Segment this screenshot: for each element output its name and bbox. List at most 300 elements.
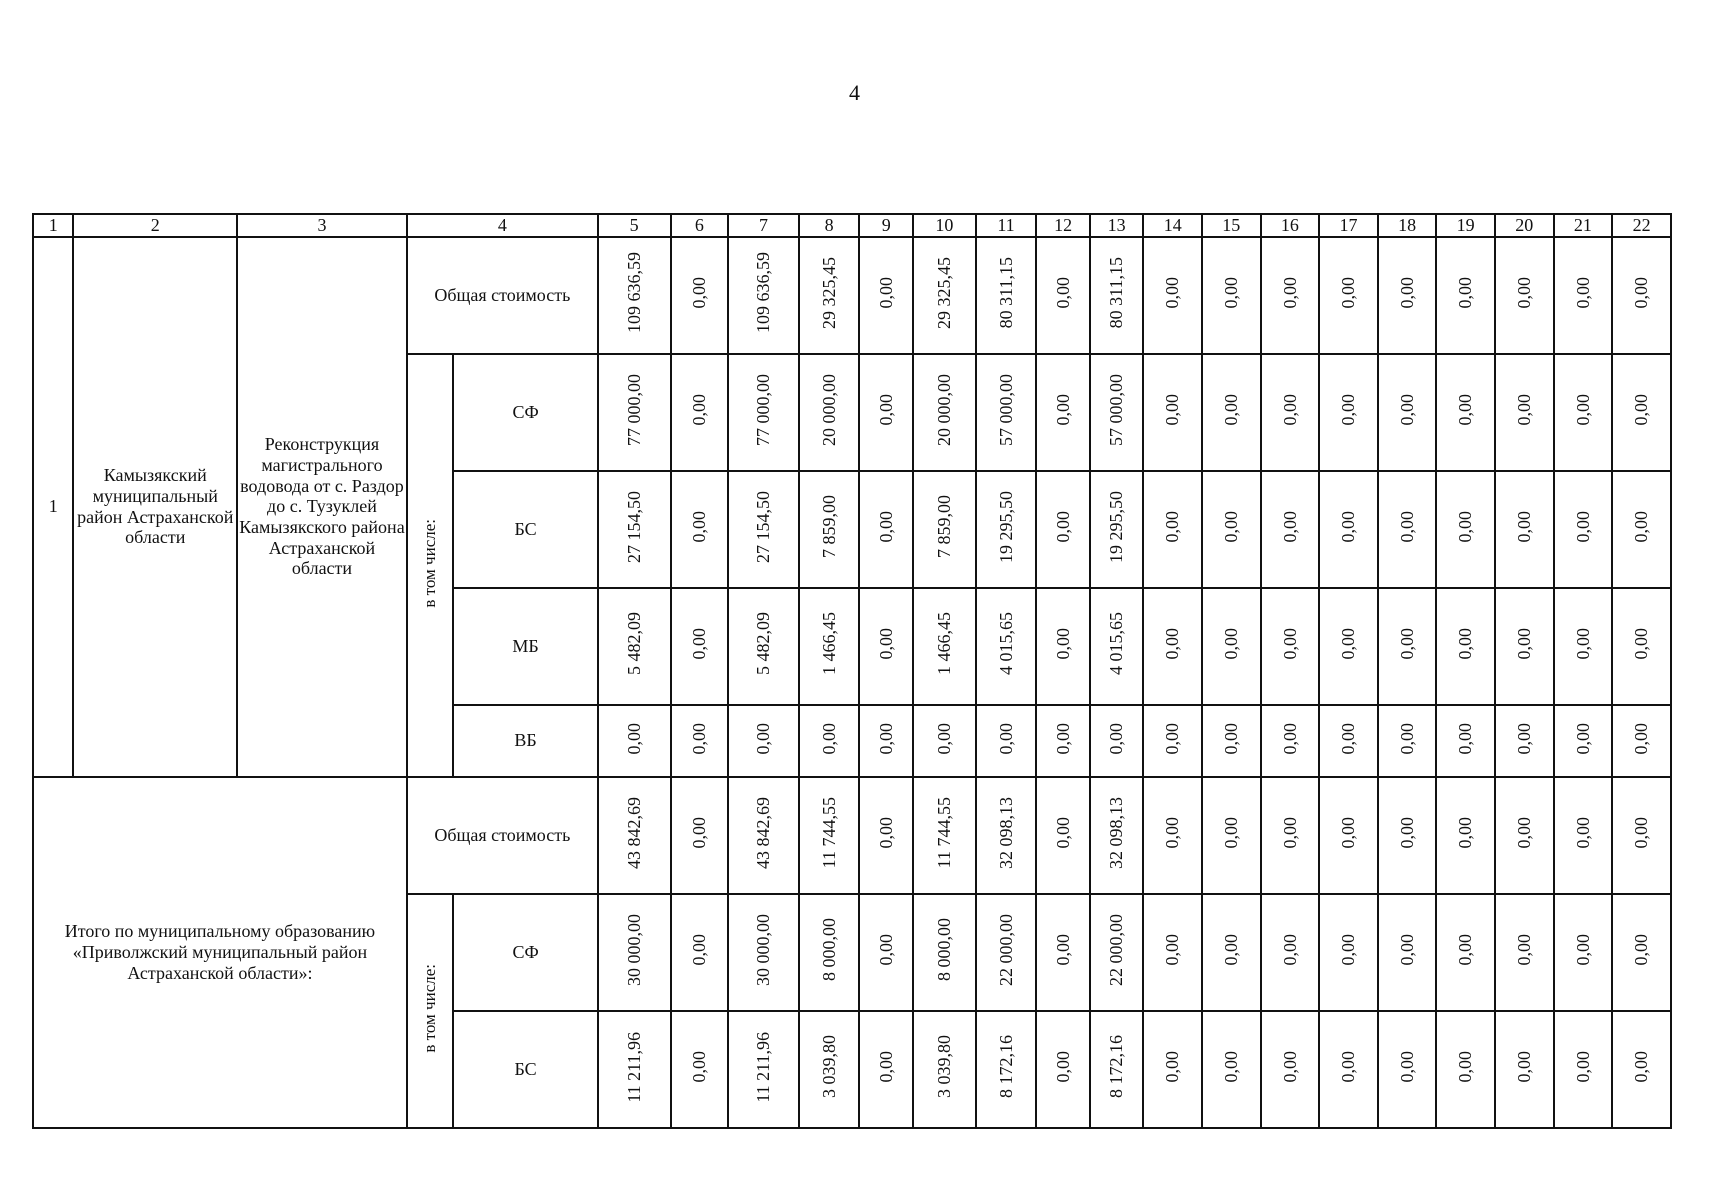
value-cell: [1495, 894, 1554, 1011]
value-cell-text: 0,00: [1338, 722, 1359, 755]
value-cell: [1319, 777, 1378, 894]
value-cell-text: 0,00: [818, 722, 839, 755]
value-cell: [1612, 471, 1671, 588]
value-cell: [976, 777, 1037, 894]
value-cell: [728, 354, 799, 471]
value-cell: [1554, 705, 1613, 777]
value-cell-text: 11 744,55: [818, 797, 839, 869]
value-cell: [976, 471, 1037, 588]
total-cost-label: Общая стоимость: [407, 777, 598, 894]
column-number: 4: [407, 214, 598, 237]
funding-table: [32, 213, 1672, 1129]
value-cell: [1090, 354, 1144, 471]
value-cell: [913, 588, 976, 705]
value-cell: [799, 894, 860, 1011]
value-cell-text: 4 015,65: [1106, 612, 1127, 676]
value-cell: [598, 777, 671, 894]
value-cell-text: 8 172,16: [995, 1035, 1016, 1099]
value-cell: [1495, 588, 1554, 705]
value-cell: [1378, 777, 1437, 894]
value-cell-text: 0,00: [1220, 722, 1241, 755]
value-cell: [598, 894, 671, 1011]
value-cell: [1090, 471, 1144, 588]
value-cell: [1495, 237, 1554, 354]
value-cell: [976, 237, 1037, 354]
value-cell: [1378, 237, 1437, 354]
value-cell-text: 0,00: [1513, 628, 1534, 660]
value-cell-text: 7 859,00: [818, 495, 839, 559]
value-cell: [598, 588, 671, 705]
value-cell-text: 0,00: [1162, 817, 1183, 849]
value-cell: [1202, 354, 1261, 471]
value-cell-text: 19 295,50: [1106, 490, 1127, 563]
column-number: 15: [1202, 214, 1261, 237]
value-cell: [1090, 705, 1144, 777]
value-cell-text: 0,00: [1631, 277, 1652, 309]
value-cell-text: 0,00: [1338, 1051, 1359, 1083]
value-cell-text: 0,00: [1513, 817, 1534, 849]
value-cell: [1261, 705, 1320, 777]
value-cell-text: 0,00: [1455, 934, 1476, 966]
value-cell-text: 77 000,00: [753, 373, 774, 446]
funding-source-label: СФ: [453, 354, 597, 471]
value-cell: [1378, 1011, 1437, 1128]
value-cell-text: 80 311,15: [1106, 257, 1127, 329]
value-cell: [728, 1011, 799, 1128]
value-cell-text: 0,00: [1052, 628, 1073, 660]
column-number: 3: [237, 214, 407, 237]
value-cell-text: 19 295,50: [995, 490, 1016, 563]
value-cell-text: 0,00: [1052, 934, 1073, 966]
value-cell: [728, 894, 799, 1011]
value-cell-text: 0,00: [1162, 934, 1183, 966]
value-cell: [1143, 354, 1202, 471]
value-cell-text: 0,00: [1455, 394, 1476, 426]
column-number: 16: [1261, 214, 1320, 237]
value-cell-text: 0,00: [1396, 511, 1417, 543]
value-cell: [913, 354, 976, 471]
value-cell: [1319, 471, 1378, 588]
value-cell: [1261, 1011, 1320, 1128]
value-cell-text: 1 466,45: [934, 612, 954, 676]
value-cell: [1036, 1011, 1090, 1128]
value-cell: [1261, 471, 1320, 588]
column-number: 13: [1090, 214, 1144, 237]
column-number: 6: [671, 214, 729, 237]
value-cell-text: 22 000,00: [1106, 913, 1127, 986]
column-number: 12: [1036, 214, 1090, 237]
value-cell-text: 20 000,00: [818, 373, 839, 446]
value-cell-text: 30 000,00: [753, 913, 774, 986]
value-cell: [1495, 354, 1554, 471]
value-cell: [671, 1011, 729, 1128]
value-cell-text: 0,00: [1396, 817, 1417, 849]
value-cell-text: 0,00: [1279, 277, 1300, 309]
value-cell-text: 57 000,00: [1106, 373, 1127, 446]
value-cell: [1143, 705, 1202, 777]
value-cell: [1143, 1011, 1202, 1128]
value-cell-text: 0,00: [689, 722, 709, 755]
value-cell-text: 0,00: [623, 722, 644, 755]
value-cell-text: 8 000,00: [934, 918, 954, 982]
including-label-text: в том числе:: [420, 964, 440, 1053]
value-cell-text: 0,00: [1455, 1051, 1476, 1083]
value-cell-text: 0,00: [1631, 817, 1652, 849]
value-cell-text: 57 000,00: [995, 373, 1016, 446]
value-cell: [1436, 894, 1495, 1011]
column-number: 8: [799, 214, 860, 237]
column-number: 14: [1143, 214, 1202, 237]
value-cell-text: 0,00: [1279, 722, 1300, 755]
value-cell: [671, 588, 729, 705]
value-cell-text: 0,00: [753, 722, 774, 755]
value-cell: [1261, 777, 1320, 894]
value-cell-text: 0,00: [1220, 1051, 1241, 1083]
value-cell-text: 0,00: [1455, 277, 1476, 309]
column-number: 7: [728, 214, 799, 237]
value-cell: [1436, 777, 1495, 894]
value-cell-text: 5 482,09: [753, 612, 774, 676]
value-cell-text: 0,00: [1338, 277, 1359, 309]
value-cell-text: 0,00: [689, 817, 709, 849]
value-cell: [799, 777, 860, 894]
column-number: 1: [33, 214, 73, 237]
value-cell: [1036, 471, 1090, 588]
value-cell-text: 0,00: [1052, 394, 1073, 426]
value-cell: [1319, 894, 1378, 1011]
value-cell: [1143, 777, 1202, 894]
value-cell-text: 0,00: [1572, 934, 1593, 966]
value-cell: [1143, 894, 1202, 1011]
value-cell-text: 0,00: [1052, 511, 1073, 543]
value-cell: [598, 471, 671, 588]
value-cell-text: 0,00: [1572, 1051, 1593, 1083]
value-cell-text: 0,00: [1162, 722, 1183, 755]
value-cell-text: 43 842,69: [753, 796, 774, 869]
value-cell: [1202, 894, 1261, 1011]
column-number: 18: [1378, 214, 1437, 237]
value-cell: [1202, 588, 1261, 705]
value-cell-text: 0,00: [1279, 628, 1300, 660]
value-cell: [913, 471, 976, 588]
value-cell: [1319, 705, 1378, 777]
value-cell: [1319, 1011, 1378, 1128]
value-cell: [598, 354, 671, 471]
value-cell: [1495, 1011, 1554, 1128]
value-cell: [799, 471, 860, 588]
funding-source-label: МБ: [453, 588, 597, 705]
project-name: Реконструкция магистрального водовода от с. Раздор до с. Тузуклей Камызякского района Астраханской области: [237, 237, 407, 777]
including-label: [407, 354, 453, 777]
value-cell-text: 0,00: [1513, 277, 1534, 309]
value-cell: [1143, 237, 1202, 354]
value-cell-text: 0,00: [1338, 628, 1359, 660]
value-cell: [1143, 588, 1202, 705]
value-cell: [598, 1011, 671, 1128]
value-cell: [1202, 237, 1261, 354]
value-cell-text: 0,00: [1455, 511, 1476, 543]
column-number: 17: [1319, 214, 1378, 237]
value-cell: [1495, 705, 1554, 777]
funding-source-label: БС: [453, 471, 597, 588]
value-cell-text: 0,00: [689, 277, 709, 309]
value-cell-text: 22 000,00: [995, 913, 1016, 986]
value-cell-text: 32 098,13: [995, 796, 1016, 869]
value-cell: [728, 471, 799, 588]
value-cell: [1436, 705, 1495, 777]
value-cell-text: 0,00: [1396, 722, 1417, 755]
value-cell: [1036, 354, 1090, 471]
municipality-name: Камызякский муниципальный район Астраханской области: [73, 237, 237, 777]
value-cell-text: 0,00: [875, 628, 896, 660]
value-cell: [671, 705, 729, 777]
value-cell: [1143, 471, 1202, 588]
value-cell-text: 0,00: [1279, 817, 1300, 849]
value-cell-text: 109 636,59: [623, 252, 644, 334]
table-body: [33, 214, 1671, 1128]
value-cell: [1261, 354, 1320, 471]
value-cell-text: 0,00: [1279, 1051, 1300, 1083]
value-cell-text: 0,00: [689, 628, 709, 660]
value-cell-text: 0,00: [1220, 817, 1241, 849]
value-cell: [1612, 588, 1671, 705]
value-cell-text: 0,00: [1338, 817, 1359, 849]
value-cell-text: 0,00: [1162, 1051, 1183, 1083]
value-cell: [1612, 705, 1671, 777]
value-cell-text: 0,00: [1106, 722, 1127, 755]
value-cell: [1554, 588, 1613, 705]
value-cell-text: 0,00: [1631, 628, 1652, 660]
value-cell: [1378, 588, 1437, 705]
value-cell-text: 43 842,69: [623, 796, 644, 869]
value-cell-text: 0,00: [1513, 934, 1534, 966]
value-cell-text: 0,00: [689, 1051, 709, 1083]
value-cell: [1090, 894, 1144, 1011]
value-cell: [1436, 237, 1495, 354]
value-cell: [859, 705, 913, 777]
value-cell-text: 32 098,13: [1106, 796, 1127, 869]
column-number-row: [33, 214, 1671, 237]
value-cell-text: 0,00: [1052, 722, 1073, 755]
value-cell: [1612, 894, 1671, 1011]
value-cell: [671, 237, 729, 354]
value-cell-text: 8 172,16: [1106, 1035, 1127, 1099]
value-cell-text: 0,00: [1338, 511, 1359, 543]
page-number: 4: [849, 80, 860, 105]
value-cell: [598, 705, 671, 777]
value-cell-text: 0,00: [875, 722, 896, 755]
value-cell: [859, 237, 913, 354]
value-cell: [728, 705, 799, 777]
value-cell: [1378, 894, 1437, 1011]
value-cell-text: 5 482,09: [623, 612, 644, 676]
value-cell: [1036, 894, 1090, 1011]
value-cell: [913, 237, 976, 354]
value-cell: [1612, 777, 1671, 894]
value-cell-text: 20 000,00: [934, 373, 954, 446]
value-cell: [1202, 1011, 1261, 1128]
value-cell-text: 80 311,15: [995, 257, 1016, 329]
value-cell-text: 0,00: [1455, 722, 1476, 755]
value-cell: [859, 777, 913, 894]
value-cell-text: 0,00: [1396, 628, 1417, 660]
value-cell: [1036, 588, 1090, 705]
value-cell-text: 7 859,00: [934, 495, 954, 559]
value-cell: [1436, 1011, 1495, 1128]
value-cell: [913, 777, 976, 894]
value-cell-text: 0,00: [1572, 628, 1593, 660]
value-cell: [1036, 237, 1090, 354]
value-cell-text: 0,00: [1220, 934, 1241, 966]
value-cell-text: 0,00: [1396, 1051, 1417, 1083]
value-cell-text: 109 636,59: [753, 252, 774, 334]
value-cell-text: 0,00: [1162, 394, 1183, 426]
value-cell: [1090, 237, 1144, 354]
column-number: 21: [1554, 214, 1613, 237]
value-cell: [671, 894, 729, 1011]
value-cell: [1554, 1011, 1613, 1128]
value-cell-text: 0,00: [1396, 934, 1417, 966]
value-cell: [799, 705, 860, 777]
value-cell: [1554, 471, 1613, 588]
value-cell: [728, 588, 799, 705]
row-number: 1: [33, 237, 73, 777]
value-cell: [728, 237, 799, 354]
value-cell: [859, 471, 913, 588]
value-cell: [1261, 588, 1320, 705]
value-cell: [671, 354, 729, 471]
value-cell-text: 0,00: [1455, 817, 1476, 849]
value-cell: [1261, 894, 1320, 1011]
value-cell: [598, 237, 671, 354]
value-cell-text: 0,00: [1279, 511, 1300, 543]
value-cell: [976, 588, 1037, 705]
value-cell: [799, 237, 860, 354]
value-cell-text: 0,00: [1572, 722, 1593, 755]
value-cell: [1495, 471, 1554, 588]
value-cell-text: 0,00: [875, 511, 896, 543]
column-number: 5: [598, 214, 671, 237]
value-cell: [1090, 777, 1144, 894]
value-cell: [1378, 705, 1437, 777]
value-cell-text: 0,00: [1220, 394, 1241, 426]
value-cell: [1090, 588, 1144, 705]
value-cell: [1202, 471, 1261, 588]
value-cell-text: 0,00: [875, 277, 896, 309]
value-cell: [913, 1011, 976, 1128]
column-number: 11: [976, 214, 1037, 237]
value-cell-text: 0,00: [1162, 628, 1183, 660]
value-cell-text: 0,00: [1631, 934, 1652, 966]
value-cell-text: 0,00: [1396, 277, 1417, 309]
value-cell-text: 0,00: [1052, 817, 1073, 849]
subtotal-label: Итого по муниципальному образованию «Приволжский муниципальный район Астраханской области»:: [33, 777, 407, 1128]
including-label: [407, 894, 453, 1128]
value-cell: [799, 354, 860, 471]
value-cell-text: 0,00: [1572, 277, 1593, 309]
value-cell: [1261, 237, 1320, 354]
value-cell: [1495, 777, 1554, 894]
value-cell-text: 0,00: [1220, 628, 1241, 660]
including-label-text: в том числе:: [420, 518, 440, 608]
value-cell-text: 0,00: [1338, 394, 1359, 426]
value-cell: [1554, 894, 1613, 1011]
value-cell-text: 3 039,80: [934, 1035, 954, 1099]
value-cell-text: 0,00: [1455, 628, 1476, 660]
value-cell-text: 0,00: [1572, 511, 1593, 543]
value-cell-text: 0,00: [689, 934, 709, 966]
column-number: 20: [1495, 214, 1554, 237]
value-cell: [1202, 777, 1261, 894]
value-cell: [1090, 1011, 1144, 1128]
value-cell-text: 0,00: [1513, 1051, 1534, 1083]
value-cell: [1202, 705, 1261, 777]
value-cell-text: 0,00: [995, 722, 1016, 755]
value-cell-text: 0,00: [875, 1051, 896, 1083]
value-cell: [1319, 354, 1378, 471]
value-cell-text: 0,00: [1631, 394, 1652, 426]
value-cell-text: 0,00: [1513, 722, 1534, 755]
value-cell: [1378, 471, 1437, 588]
value-cell-text: 11 211,96: [753, 1031, 774, 1103]
value-cell: [976, 705, 1037, 777]
value-cell-text: 0,00: [934, 722, 954, 755]
total-cost-label: Общая стоимость: [407, 237, 598, 354]
value-cell-text: 0,00: [1279, 934, 1300, 966]
value-cell-text: 29 325,45: [818, 256, 839, 329]
value-cell: [799, 588, 860, 705]
value-cell-text: 77 000,00: [623, 373, 644, 446]
value-cell: [1036, 705, 1090, 777]
value-cell-text: 11 744,55: [934, 797, 954, 869]
value-cell-text: 27 154,50: [623, 490, 644, 563]
value-cell: [1436, 471, 1495, 588]
value-cell: [1436, 354, 1495, 471]
value-cell: [859, 1011, 913, 1128]
value-cell-text: 0,00: [1631, 511, 1652, 543]
value-cell-text: 30 000,00: [623, 913, 644, 986]
column-number: 2: [73, 214, 237, 237]
value-cell: [1612, 354, 1671, 471]
value-cell: [1612, 1011, 1671, 1128]
column-number: 10: [913, 214, 976, 237]
column-number: 9: [859, 214, 913, 237]
value-cell: [1554, 237, 1613, 354]
value-cell-text: 3 039,80: [818, 1035, 839, 1099]
value-cell: [913, 705, 976, 777]
value-cell: [671, 471, 729, 588]
value-cell-text: 4 015,65: [995, 612, 1016, 676]
value-cell-text: 29 325,45: [934, 256, 954, 329]
value-cell: [859, 588, 913, 705]
value-cell-text: 0,00: [1220, 277, 1241, 309]
value-cell-text: 0,00: [1162, 511, 1183, 543]
value-cell: [1319, 237, 1378, 354]
value-cell-text: 0,00: [1631, 722, 1652, 755]
value-cell-text: 0,00: [1513, 511, 1534, 543]
value-cell-text: 0,00: [1052, 277, 1073, 309]
value-cell-text: 0,00: [875, 394, 896, 426]
value-cell: [1554, 777, 1613, 894]
value-cell-text: 0,00: [875, 934, 896, 966]
value-cell: [728, 777, 799, 894]
value-cell-text: 0,00: [689, 394, 709, 426]
value-cell-text: 8 000,00: [818, 918, 839, 982]
value-cell-text: 11 211,96: [623, 1031, 644, 1103]
value-cell-text: 0,00: [1220, 511, 1241, 543]
value-cell-text: 27 154,50: [753, 490, 774, 563]
value-cell-text: 0,00: [1631, 1051, 1652, 1083]
